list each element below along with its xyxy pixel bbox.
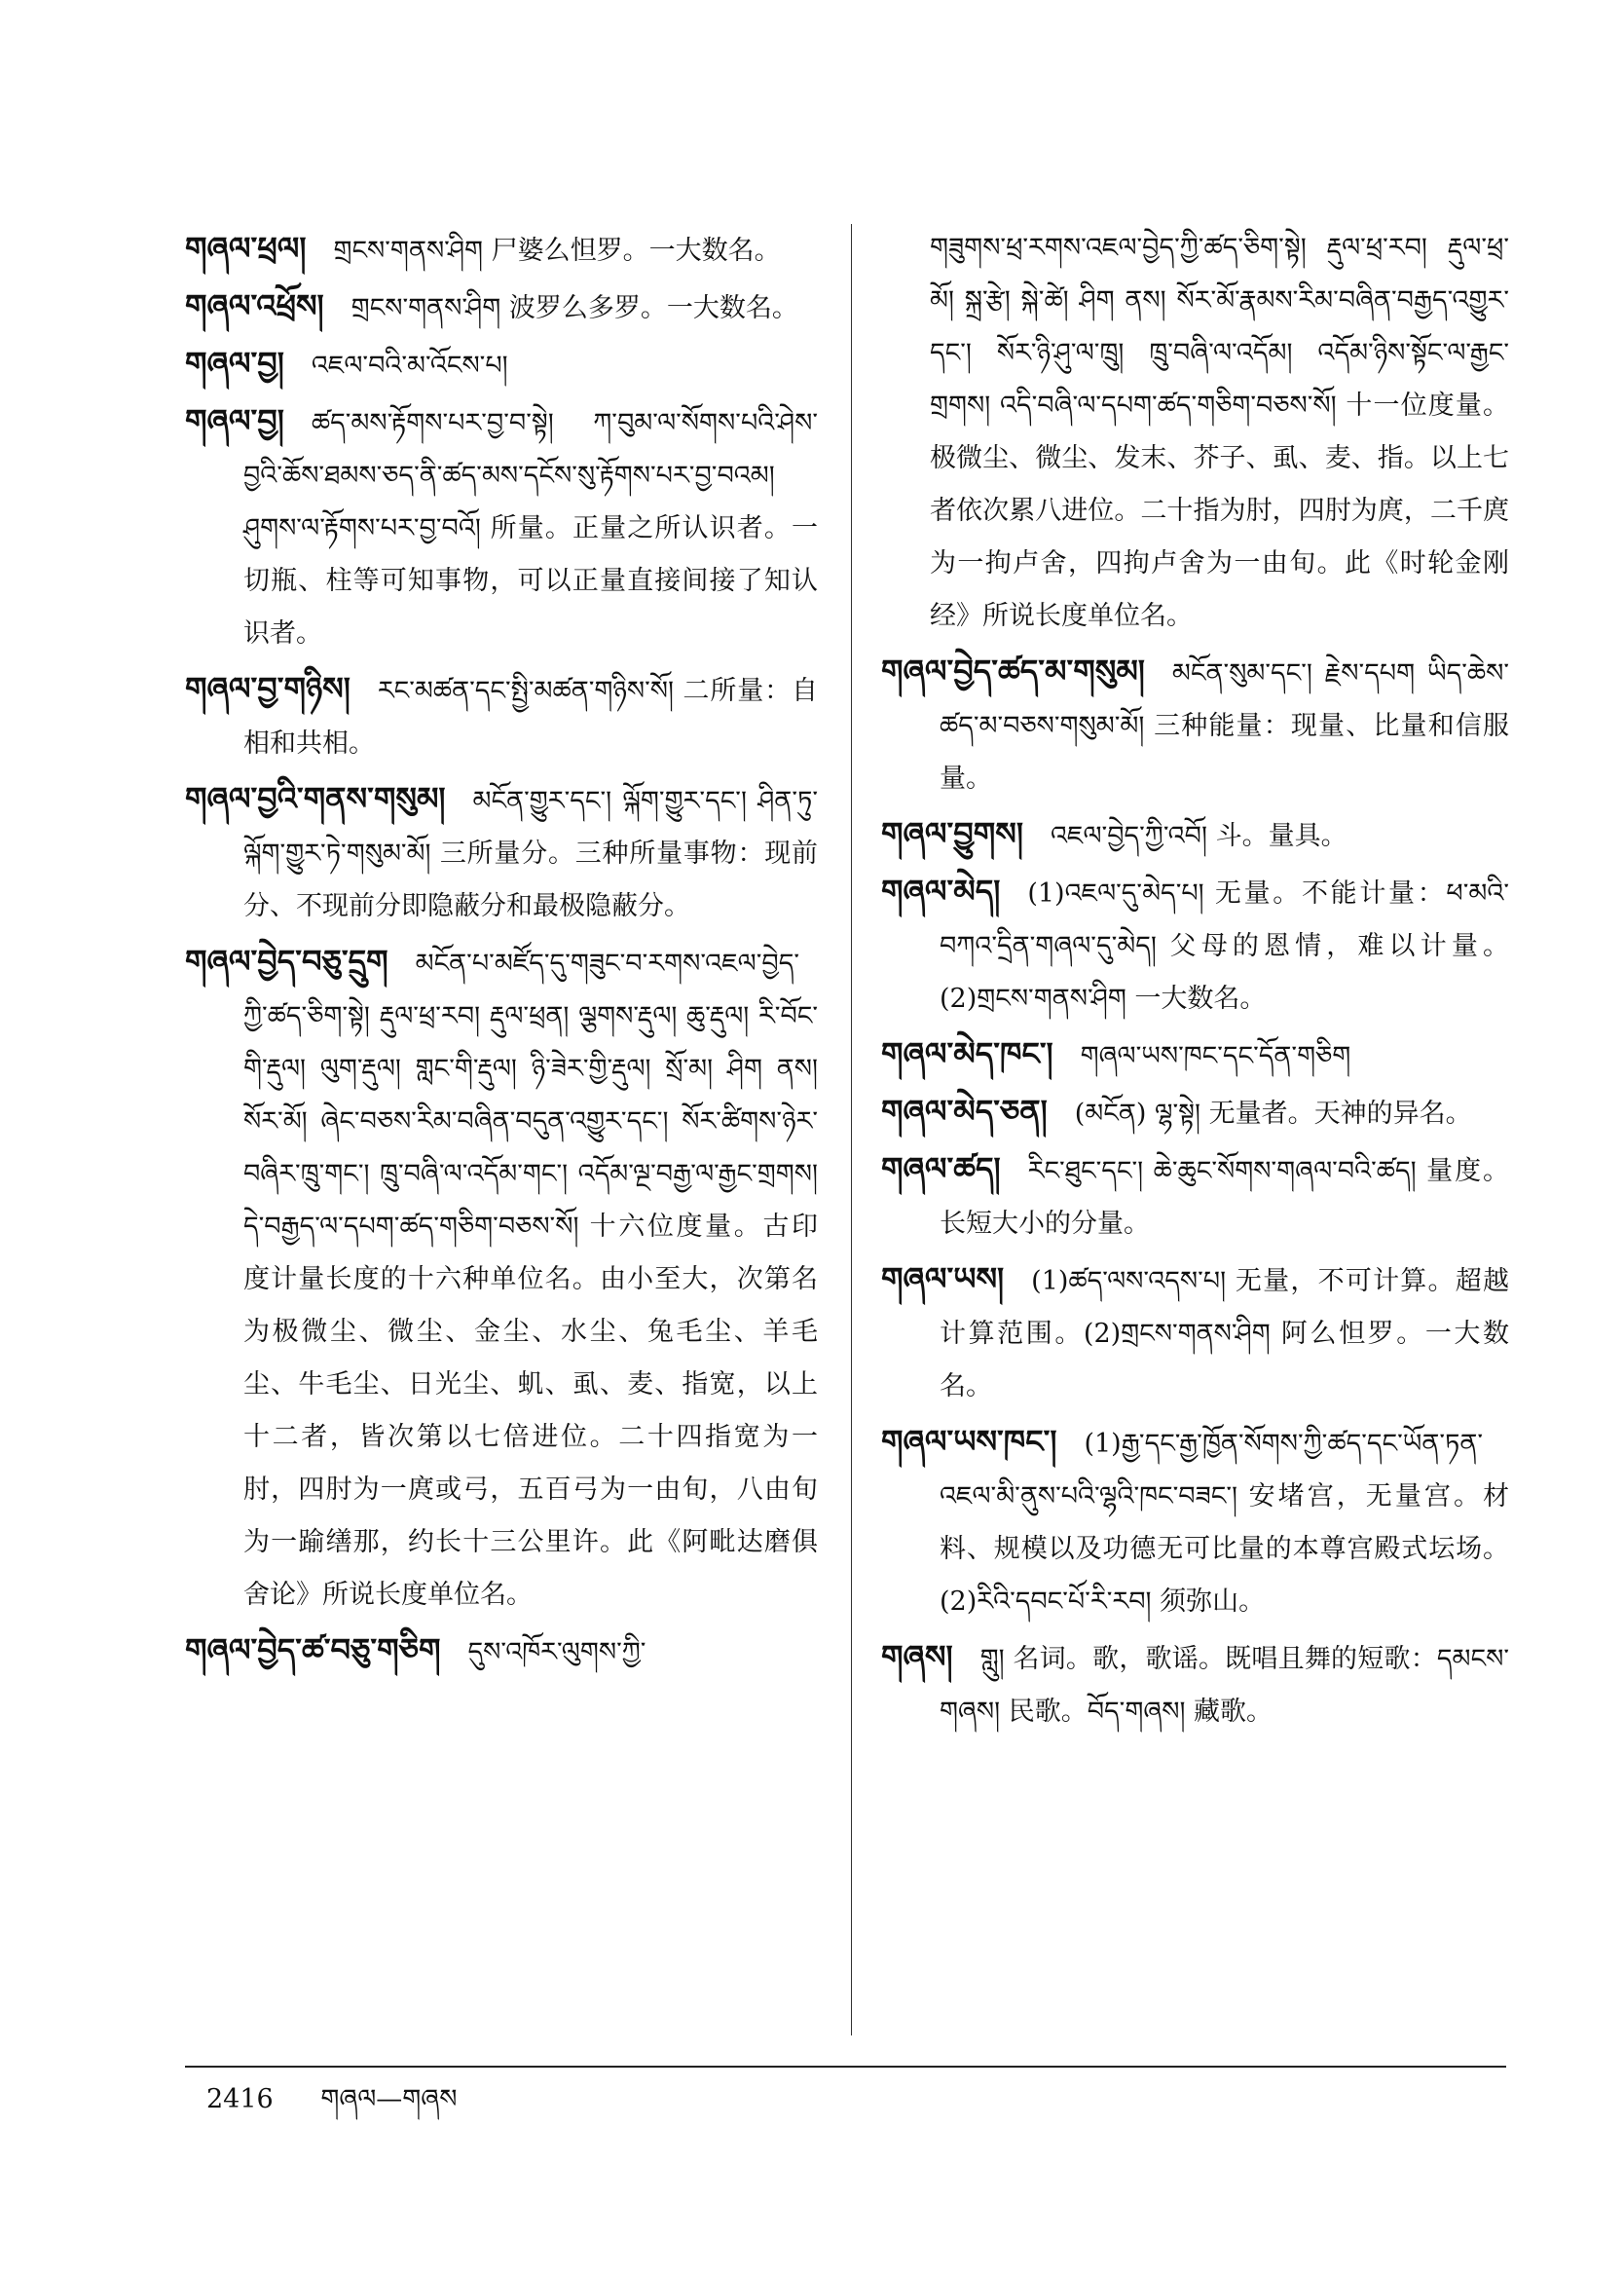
- dictionary-entry: [185, 280, 818, 335]
- headword: གཞལ་ཡས།: [881, 1260, 1005, 1297]
- right-column: [881, 222, 1509, 1740]
- headword: གཞལ་བྱེད་ཚད་མ་གསུམ།: [881, 653, 1145, 690]
- headword: གཞལ་འཕྲོས།: [185, 287, 324, 324]
- entry-continuation: གཟུགས་ཕྲ་རགས་འཇལ་བྱེད་ཀྱི་ཚད་ཅིག་སྟེ། རྡུལ་ཕྲ་རབ། རྡུལ་ཕྲ་མོ། སྐྲ་རྩེ། སྐེ་ཚེ། ཤིག ནས། སོར་མོ་རྣམས་རིམ་བཞིན་བརྒྱད་འགྱུར་དང་། སོར་ཉི་ཤུ་ལ་ཁྲུ། ཁྲུ་བཞི་ལ་འདོམ། འདོམ་ཉིས་སྟོང་ལ་རྒྱང་གྲགས། འདི་བཞི་ལ་དཔག་ཚད་གཅིག་བཅས་སོ། 十一位度量。极微尘、微尘、发末、芥子、虱、麦、指。以上七者依次累八进位。二十指为肘，四肘为庹，二千庹为一拘卢舍，四拘卢舍为一由旬。此《时轮金刚经》所说长度单位名。: [930, 233, 1509, 631]
- headword: གཞལ་མེད།: [881, 873, 1001, 910]
- dictionary-entry: [881, 1415, 1509, 1628]
- definition: (1)འཇལ་དུ་མེད་པ། 无量。不能计量：ཕ་མའི་བཀའ་དྲིན་གཞལ་དུ་མེད། 父母的恩情，难以计量。(2)གྲངས་གནས་ཤིག 一大数名。: [940, 878, 1509, 1014]
- definition: མངོན་སུམ་དང་། རྗེས་དཔག ཡིད་ཆེས་ཚད་མ་བཅས་གསུམ་མོ། 三种能量：现量、比量和信服量。: [940, 658, 1509, 794]
- dictionary-entry: [881, 865, 1509, 1026]
- headword: གཞལ་བྱའི་གནས་གསུམ།: [185, 780, 446, 817]
- dictionary-entry: [881, 645, 1509, 805]
- definition: (མངོན) ལྷ་སྟེ། 无量者。天神的异名。: [1074, 1099, 1472, 1129]
- definition: མངོན་གྱུར་དང་། ལྐོག་གྱུར་དང་། ཤིན་ཏུ་ལྐོག་གྱུར་ཏེ་གསུམ་མོ། 三所量分。三种所量事物：现前分、不现前分即隐蔽分和最极隐蔽分。: [243, 786, 818, 921]
- page-number: 2416: [206, 2084, 274, 2114]
- definition: རང་མཚན་དང་སྤྱི་མཚན་གཉིས་སོ། 二所量：自相和共相。: [243, 676, 818, 759]
- dictionary-entry: [185, 337, 818, 392]
- left-column: [185, 222, 818, 1681]
- definition: གཞལ་ཡས་ཁང་དང་དོན་གཅིག: [1080, 1041, 1351, 1071]
- definition: དུས་འཁོར་ལུགས་ཀྱི་: [467, 1637, 646, 1667]
- page-footer: [206, 2080, 496, 2119]
- dictionary-entry: [185, 935, 818, 1622]
- definition: གྲངས་གནས་ཤིག 尸婆么怛罗。一大数名。: [333, 236, 781, 266]
- headword: གཞལ་མེད་ཁང་།: [881, 1035, 1053, 1072]
- column-divider: [851, 224, 852, 2035]
- headword: གཞལ་ཡས་ཁང་།: [881, 1423, 1057, 1460]
- headword: གཞལ་བྱ་གཉིས།: [185, 670, 351, 707]
- running-head: གཞལ—གཞས: [320, 2084, 458, 2114]
- headword: གཞལ་ཚད།: [881, 1150, 1001, 1187]
- dictionary-entry: [185, 662, 818, 770]
- dictionary-entry: [881, 1142, 1509, 1250]
- definition: འཇལ་བའི་མ་འོངས་པ།: [311, 351, 508, 381]
- headword: གཞལ་བྱེད་ཚ་བཅུ་གཅིག: [185, 1631, 441, 1668]
- definition: རིང་ཐུང་དང་། ཆེ་ཆུང་སོགས་གཞལ་བའི་ཚད། 量度。长短大小的分量。: [940, 1156, 1509, 1239]
- dictionary-entry: [881, 807, 1509, 863]
- definition: མངོན་པ་མཛོད་དུ་གཟུང་བ་རགས་འཇལ་བྱེད་ཀྱི་ཚད་ཅིག་སྟེ། རྡུལ་ཕྲ་རབ། རྡུལ་ཕྲན། ལྕགས་རྡུལ། ཆུ་རྡུལ། རི་བོང་གི་རྡུལ། ལུག་རྡུལ། གླང་གི་རྡུལ། ཉི་ཟེར་གྱི་རྡུལ། སྲོ་མ། ཤིག ནས། སོར་མོ། ཞེང་བཅས་རིམ་བཞིན་བདུན་འགྱུར་དང་། སོར་ཚིགས་ཉེར་བཞིར་ཁྲུ་གང་། ཁྲུ་བཞི་ལ་འདོམ་གང་། འདོམ་ལྔ་བརྒྱ་ལ་རྒྱང་གྲགས། དེ་བརྒྱད་ལ་དཔག་ཚད་གཅིག་བཅས་སོ། 十六位度量。古印度计量长度的十六种单位名。由小至大，次第名为极微尘、微尘、金尘、水尘、兔毛尘、羊毛尘、牛毛尘、日光尘、虮、虱、麦、指宽，以上十二者，皆次第以七倍进位。二十四指宽为一肘，四肘为一庹或弓，五百弓为一由旬，八由旬为一踰缮那，约长十三公里许。此《阿毗达磨俱舍论》所说长度单位名。: [243, 949, 818, 1610]
- definition: གླུ། 名词。歌，歌谣。既唱且舞的短歌：དམངས་གཞས། 民歌。བོད་གཞས། 藏歌。: [940, 1644, 1509, 1727]
- headword: གཞས།: [881, 1638, 953, 1675]
- headword: གཞལ་བྱུགས།: [881, 815, 1023, 852]
- headword: གཞལ་བྱ།: [185, 402, 284, 439]
- definition: གྲངས་གནས་ཤིག 波罗么多罗。一大数名。: [351, 293, 798, 323]
- definition: ཚད་མས་རྟོགས་པར་བྱ་བ་སྟེ། ཀ་བུམ་ལ་སོགས་པའི་ཤེས་བྱའི་ཆོས་ཐམས་ཅད་ནི་ཚད་མས་དངོས་སུ་རྟོགས་པར་བྱ་བའམ། ཤུགས་ལ་རྟོགས་པར་བྱ་བའོ། 所量。正量之所认识者。一切瓶、柱等可知事物，可以正量直接间接了知认识者。: [243, 408, 818, 649]
- headword: གཞལ་བྱ།: [185, 345, 284, 382]
- definition: (1)ཚད་ལས་འདས་པ། 无量，不可计算。超越计算范围。(2)གྲངས་གནས་ཤིག 阿么怛罗。一大数名。: [940, 1266, 1509, 1401]
- footer-rule: [185, 2066, 1506, 2068]
- dictionary-entry: [881, 1252, 1509, 1413]
- dictionary-entry: [881, 1085, 1509, 1140]
- dictionary-entry: [185, 394, 818, 660]
- dictionary-entry: [185, 772, 818, 933]
- dictionary-entry: [185, 1624, 818, 1679]
- dictionary-entry: [881, 1027, 1509, 1083]
- definition: (1)རྒྱ་དང་རྒྱ་ཁྱོན་སོགས་ཀྱི་ཚད་དང་ཡོན་ཏན་འཇལ་མི་ནུས་པའི་ལྷའི་ཁང་བཟང་། 安堵宫，无量宫。材料、规模以及功德无可比量的本尊宫殿式坛场。(2)རིའི་དབང་པོ་རི་རབ། 须弥山。: [940, 1429, 1509, 1617]
- headword: གཞལ་ཕྲལ།: [185, 230, 307, 267]
- headword: གཞལ་མེད་ཅན།: [881, 1093, 1048, 1130]
- dictionary-entry: [881, 1630, 1509, 1738]
- definition: འཇལ་བྱེད་ཀྱི་འབོ། 斗。量具。: [1050, 821, 1347, 851]
- dictionary-entry: [185, 222, 818, 278]
- headword: གཞལ་བྱེད་བཅུ་དྲུག: [185, 943, 388, 980]
